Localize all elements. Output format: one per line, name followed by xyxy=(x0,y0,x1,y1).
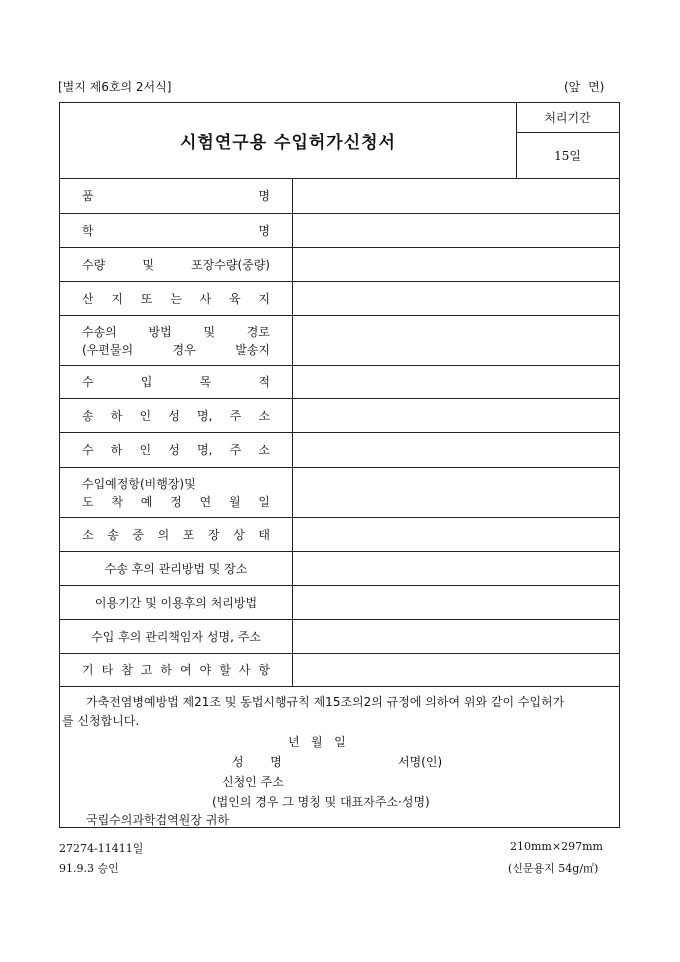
application-form xyxy=(59,102,620,828)
quantity-field[interactable] xyxy=(294,248,619,281)
row-usage-period xyxy=(60,586,619,620)
row-manager xyxy=(60,620,619,654)
declaration-line1: 가축전염병예방법 제21조 및 동법시행규칙 제15조의2의 규정에 의하여 위와 같이 수입허가 xyxy=(86,695,565,709)
paper-size: 210mm×297mm xyxy=(510,840,603,853)
purpose-field[interactable] xyxy=(294,366,619,398)
signature-label[interactable]: 서명(인) xyxy=(398,755,443,769)
row-label: 품 명 xyxy=(60,178,293,213)
item-name-field[interactable] xyxy=(294,178,619,213)
row-consignee xyxy=(60,433,619,468)
row-label-line2: (우편물의 경우 발송지 xyxy=(82,342,270,357)
row-shipper xyxy=(60,399,619,433)
row-label: 수량 및 포장수량(중량) xyxy=(60,248,293,281)
row-purpose xyxy=(60,366,619,399)
corporation-note: (법인의 경우 그 명칭 및 대표자주소·성명) xyxy=(212,795,430,809)
row-item-name xyxy=(60,178,619,214)
row-label: 수송 후의 관리방법 및 장소 xyxy=(60,552,293,585)
form-code: 27274-11411일 xyxy=(59,842,144,855)
scientific-name-field[interactable] xyxy=(294,214,619,247)
row-label: 이용기간 및 이용후의 처리방법 xyxy=(60,586,293,619)
row-label xyxy=(60,468,293,517)
notes-field[interactable] xyxy=(294,654,619,686)
row-management xyxy=(60,552,619,586)
row-label: 송 하 인 성 명, 주 소 xyxy=(60,399,293,432)
row-label: 수입 후의 관리책임자 성명, 주소 xyxy=(60,620,293,653)
row-notes xyxy=(60,654,619,687)
recipient: 국립수의과학검역원장 귀하 xyxy=(86,813,229,827)
row-label: 수 입 목 적 xyxy=(60,366,293,398)
management-field[interactable] xyxy=(294,552,619,585)
processing-period-value: 15일 xyxy=(516,133,619,179)
row-origin xyxy=(60,282,619,316)
consignee-field[interactable] xyxy=(294,433,619,467)
origin-field[interactable] xyxy=(294,282,619,315)
row-label: 학 명 xyxy=(60,214,293,247)
row-label-line1: 수입예정항(비행장)및 xyxy=(82,476,196,491)
shipper-field[interactable] xyxy=(294,399,619,432)
usage-period-field[interactable] xyxy=(294,586,619,619)
row-scientific-name xyxy=(60,214,619,248)
row-label-line2: 도 착 예 정 연 월 일 xyxy=(82,494,270,509)
row-label xyxy=(60,316,293,365)
row-quantity xyxy=(60,248,619,282)
applicant-address-label: 신청인 주소 xyxy=(222,775,284,789)
row-label: 산 지 또 는 사 육 지 xyxy=(60,282,293,315)
page-side-label: (앞 면) xyxy=(564,80,605,94)
packaging-field[interactable] xyxy=(294,518,619,551)
row-label-line1: 수송의 방법 및 경로 xyxy=(82,324,270,339)
declaration-line2: 를 신청합니다. xyxy=(62,714,140,728)
paper-type: (신문용지 54g/㎡) xyxy=(508,862,599,875)
declaration xyxy=(60,687,619,827)
approval-date: 91.9.3 승인 xyxy=(59,862,119,875)
transport-field[interactable] xyxy=(294,316,619,365)
row-packaging xyxy=(60,518,619,552)
row-label: 기 타 참 고 하 여 야 할 사 항 xyxy=(60,654,293,686)
declaration-date: 년 월 일 xyxy=(288,735,346,749)
manager-field[interactable] xyxy=(294,620,619,653)
row-arrival xyxy=(60,468,619,518)
row-label: 소 송 중 의 포 장 상 태 xyxy=(60,518,293,551)
row-label: 수 하 인 성 명, 주 소 xyxy=(60,433,293,467)
form-title: 시험연구용 수입허가신청서 xyxy=(60,103,517,179)
arrival-field[interactable] xyxy=(294,468,619,517)
row-transport xyxy=(60,316,619,366)
form-number: [별지 제6호의 2서식] xyxy=(58,80,172,94)
applicant-name-label: 성 명 xyxy=(232,755,282,769)
processing-period-label: 처리기간 xyxy=(516,103,619,133)
